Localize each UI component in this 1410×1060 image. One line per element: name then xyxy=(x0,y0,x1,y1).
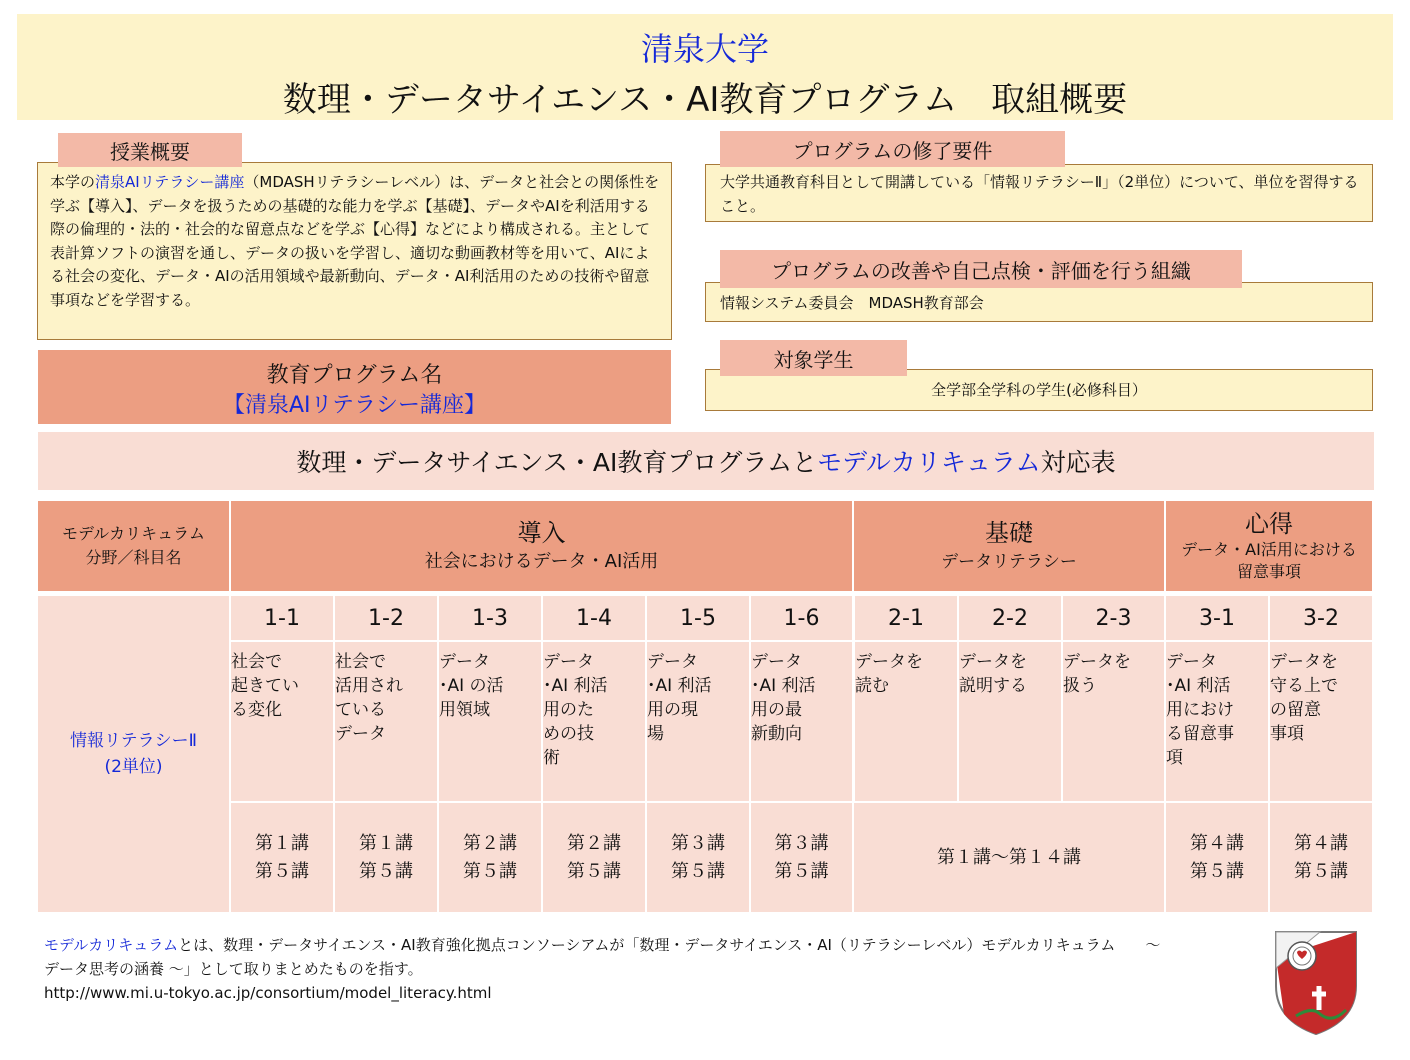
topic-line: データ xyxy=(439,652,490,672)
page-header xyxy=(17,14,1393,120)
column-topic-2-1 xyxy=(855,642,957,801)
column-lecture-3-1 xyxy=(1166,803,1268,912)
lecture-line: 第５講 xyxy=(671,860,725,882)
column-lecture-1-2 xyxy=(335,803,437,912)
column-topic-1-1 xyxy=(231,642,333,801)
organization-text: 情報システム委員会 MDASH教育部会 xyxy=(720,294,984,312)
topic-line: 社会で xyxy=(231,652,282,672)
correspondence-title xyxy=(38,432,1374,490)
topic-line: 社会で xyxy=(335,652,386,672)
lecture-line: 第５講 xyxy=(1190,860,1244,882)
lecture-line: 第２講 xyxy=(463,832,517,854)
topic-line: ･AI 利活 xyxy=(543,676,608,696)
column-topic-1-2 xyxy=(335,642,437,801)
program-name-label: 教育プログラム名 xyxy=(266,363,443,388)
column-lecture-1-4 xyxy=(543,803,645,912)
university-name: 清泉大学 xyxy=(640,30,769,68)
column-lecture-1-3 xyxy=(439,803,541,912)
column-lecture-3-2 xyxy=(1270,803,1372,912)
group-introduction-subtitle: 社会におけるデータ・AI活用 xyxy=(424,551,659,572)
correspondence-title-prefix: 数理・データサイエンス・AI教育プログラムと xyxy=(296,448,818,477)
completion-tab: プログラムの修了要件 xyxy=(720,131,1065,167)
group-mindset-title: 心得 xyxy=(1245,510,1293,538)
topic-line: 起きてい xyxy=(231,676,299,696)
column-code-1-3: 1-3 xyxy=(439,596,541,640)
group-introduction-title: 導入 xyxy=(517,519,566,547)
lecture-line: 第５講 xyxy=(567,860,621,882)
column-code-2-1: 2-1 xyxy=(855,596,957,640)
column-topic-3-1 xyxy=(1166,642,1268,801)
lecture-line: 第１講 xyxy=(255,832,309,854)
column-topic-1-4 xyxy=(543,642,645,801)
topic-line: ･AI の活 xyxy=(439,676,504,696)
topic-line: 項 xyxy=(1166,748,1183,768)
topic-line: る変化 xyxy=(231,700,282,720)
basics-lecture-cell xyxy=(854,803,1164,912)
footer-line2: データ思考の涵養 ～」として取りまとめたものを指す。 xyxy=(44,960,423,978)
column-code-2-3: 2-3 xyxy=(1063,596,1164,640)
column-code-2-2: 2-2 xyxy=(959,596,1061,640)
lecture-line: 第４講 xyxy=(1190,832,1244,854)
lecture-line: 第５講 xyxy=(463,860,517,882)
topic-line: の留意 xyxy=(1270,700,1321,720)
topic-line: データ xyxy=(751,652,802,672)
topic-line: 活用され xyxy=(335,676,403,696)
group-mindset-subtitle: データ・AI活用における留意事項 xyxy=(1181,540,1357,581)
subject-name: 情報リテラシーⅡ xyxy=(69,731,198,751)
topic-line: データを xyxy=(1270,652,1338,672)
group-header-introduction xyxy=(231,501,852,591)
correspondence-title-highlight: モデルカリキュラム xyxy=(817,448,1041,477)
topic-line: めの技 xyxy=(543,724,594,744)
topic-line: 守る上で xyxy=(1270,676,1338,696)
lecture-line: 第５講 xyxy=(255,860,309,882)
column-lecture-1-1 xyxy=(231,803,333,912)
topic-line: 扱う xyxy=(1063,676,1097,696)
footer-line1 xyxy=(44,933,1264,957)
column-lecture-1-5 xyxy=(647,803,749,912)
lecture-line: 第５講 xyxy=(774,860,829,882)
footer-highlight: モデルカリキュラム xyxy=(44,936,179,954)
topic-line: ･AI 利活 xyxy=(751,676,816,696)
topic-line: データ xyxy=(335,724,386,744)
lecture-line: 第１講 xyxy=(359,832,413,854)
column-topic-2-3 xyxy=(1063,642,1164,801)
topic-line: 説明する xyxy=(959,676,1027,696)
subject-credits: (2単位) xyxy=(104,757,163,777)
lecture-line: 第３講 xyxy=(671,832,725,854)
lecture-line: 第３講 xyxy=(774,832,829,854)
topic-line: データ xyxy=(1166,652,1217,672)
program-name: 【清泉AIリテラシー講座】 xyxy=(222,393,487,418)
column-code-1-6: 1-6 xyxy=(751,596,852,640)
footer-note xyxy=(44,933,1264,1005)
overview-text-prefix: 本学の xyxy=(50,173,96,191)
corner-header-line1: モデルカリキュラム xyxy=(61,524,206,543)
university-emblem xyxy=(1272,928,1360,1036)
subject-cell xyxy=(38,596,229,912)
target-tab: 対象学生 xyxy=(720,340,907,376)
topic-line: 用の最 xyxy=(751,700,802,720)
completion-text: 大学共通教育科目として開講している「情報リテラシーⅡ」（2単位）について、単位を習得すること。 xyxy=(720,173,1359,215)
topic-line: 術 xyxy=(543,748,560,768)
basics-lecture: 第１講～第１４講 xyxy=(937,846,1081,868)
column-topic-1-3 xyxy=(439,642,541,801)
organization-box xyxy=(705,282,1373,322)
topic-line: データを xyxy=(855,652,923,672)
column-code-1-1: 1-1 xyxy=(231,596,333,640)
overview-program-link: 清泉AIリテラシー講座 xyxy=(95,173,245,191)
topic-line: データ xyxy=(647,652,698,672)
footer-line1-text: とは、数理・データサイエンス・AI教育強化拠点コンソーシアムが「数理・データサイエンス・AI（リテラシーレベル）モデルカリキュラム ～ xyxy=(178,936,1161,954)
group-basics-subtitle: データリテラシー xyxy=(941,552,1077,572)
column-topic-2-2 xyxy=(959,642,1061,801)
program-name-box xyxy=(38,350,671,424)
corner-header-line2: 分野／科目名 xyxy=(85,548,182,567)
topic-line: 事項 xyxy=(1270,724,1304,744)
group-header-basics xyxy=(854,501,1164,591)
footer-url[interactable]: http://www.mi.u-tokyo.ac.jp/consortium/model_literacy.html xyxy=(44,984,492,1002)
table-corner-header xyxy=(38,501,229,591)
topic-line: 用におけ xyxy=(1166,700,1234,720)
overview-box xyxy=(37,162,672,340)
topic-line: データ xyxy=(543,652,594,672)
emblem-shield-icon xyxy=(1272,928,1360,1036)
topic-line: 用のた xyxy=(543,700,594,720)
column-code-1-5: 1-5 xyxy=(647,596,749,640)
topic-line: ･AI 利活 xyxy=(1166,676,1231,696)
column-topic-1-6 xyxy=(751,642,852,801)
topic-line: ･AI 利活 xyxy=(647,676,712,696)
overview-tab: 授業概要 xyxy=(58,133,242,167)
lecture-line: 第４講 xyxy=(1294,832,1348,854)
topic-line: 新動向 xyxy=(751,724,802,744)
lecture-line: 第５講 xyxy=(359,860,413,882)
topic-line: データを xyxy=(959,652,1027,672)
column-topic-1-5 xyxy=(647,642,749,801)
correspondence-title-suffix: 対応表 xyxy=(1040,448,1116,477)
topic-line: データを xyxy=(1063,652,1131,672)
organization-tab: プログラムの改善や自己点検・評価を行う組織 xyxy=(720,250,1242,288)
column-code-3-1: 3-1 xyxy=(1166,596,1268,640)
column-code-3-2: 3-2 xyxy=(1270,596,1372,640)
topic-line: 用領域 xyxy=(439,700,490,720)
topic-line: ている xyxy=(335,700,386,720)
column-code-1-4: 1-4 xyxy=(543,596,645,640)
column-code-1-2: 1-2 xyxy=(335,596,437,640)
column-topic-3-2 xyxy=(1270,642,1372,801)
target-text: 全学部全学科の学生(必修科目） xyxy=(931,381,1147,399)
page-title: 数理・データサイエンス・AI教育プログラム 取組概要 xyxy=(282,80,1128,120)
completion-box xyxy=(705,164,1373,222)
column-lecture-1-6 xyxy=(751,803,852,912)
lecture-line: 第５講 xyxy=(1294,860,1348,882)
topic-line: 場 xyxy=(647,724,664,744)
topic-line: る留意事 xyxy=(1166,724,1234,744)
group-header-mindset xyxy=(1166,501,1372,591)
overview-text: （MDASHリテラシーレベル）は、データと社会との関係性を学ぶ【導入】、データを扱うための基礎的な能力を学ぶ【基礎】、データやAIを利活用する際の倫理的・法的・社会的な留意点などを学ぶ【心得】などにより構成される。主として表計算ソフトの演習を通し、データの扱いを学習し、適切な動画教材等を用いて、AIによる社会の変化、データ・AIの活用領域や最新動向、データ・AI利活用のための技術や留意事項などを学習する。 xyxy=(50,173,660,309)
lecture-line: 第２講 xyxy=(567,832,621,854)
topic-line: 読む xyxy=(855,676,889,696)
topic-line: 用の現 xyxy=(647,700,698,720)
group-basics-title: 基礎 xyxy=(985,519,1033,547)
